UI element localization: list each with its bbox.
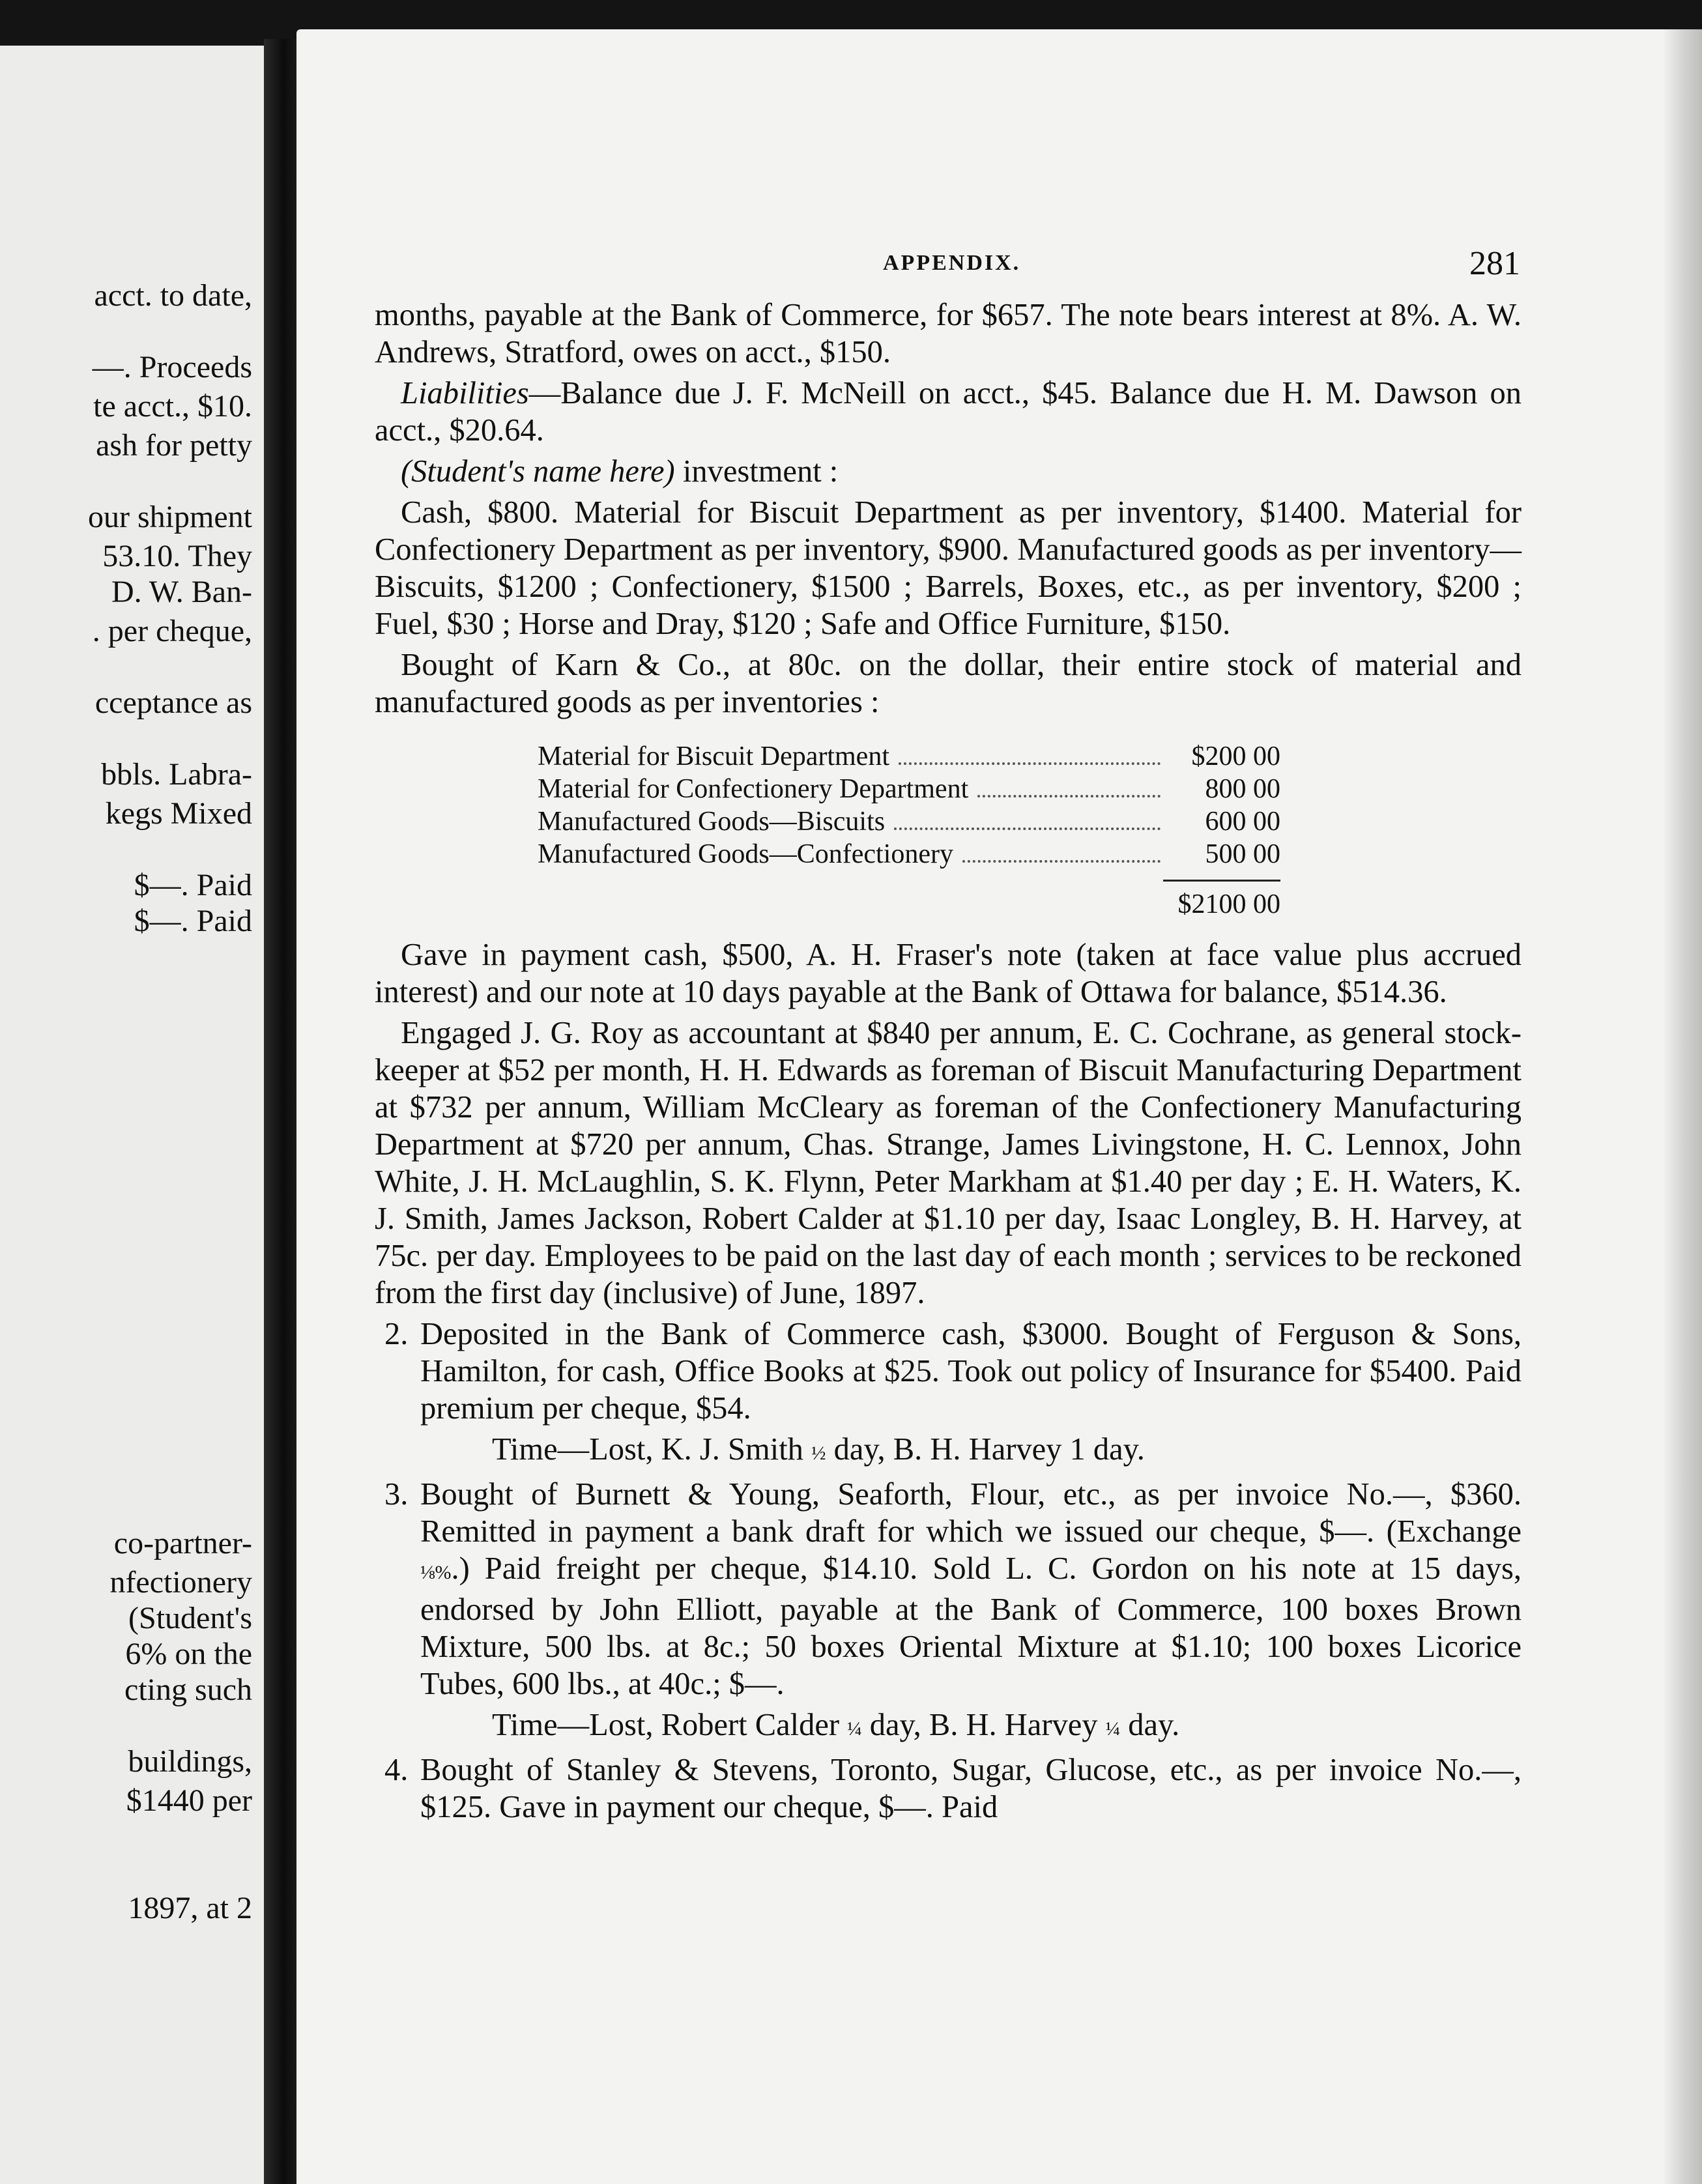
entry-text: Deposited in the Bank of Commerce cash, $3000. Bought of Ferguson & Sons, Hamilton, for cash, Office Books at $25. Took out policy of Insurance for $5400. Paid premium per cheque, $54.	[420, 1317, 1522, 1426]
entry-text: Bought of Burnett & Young, Seaforth, Flour, etc., as per invoice No.—, $360. Remitted in payment a bank draft for which we issued our cheque, $—. (Exchange	[420, 1477, 1522, 1549]
inventory-label: Manufactured Goods—Biscuits	[538, 807, 886, 837]
entry-text: .) Paid freight per cheque, $14.10. Sold L. C. Gordon on his note at 15 days, endorsed by John Elliott, payable at the Bank of Commerce, 100 boxes Brown Mixture, 500 lbs. at 8c.; 50 boxes Oriental Mixture at $1.10; 100 boxes Licorice Tubes, 600 lbs., at 40c.; $—.	[420, 1551, 1522, 1701]
left-page-fragment: nfectionery	[109, 1565, 252, 1600]
page-edge-shadow	[1663, 29, 1702, 2184]
left-page-fragment: $1440 per	[126, 1783, 252, 1818]
entry-number: 4.	[384, 1753, 409, 1787]
inventory-row	[538, 805, 1280, 838]
leader-dots	[899, 762, 1161, 765]
time-lost-text: Time—Lost, K. J. Smith	[492, 1432, 812, 1467]
leader-dots	[894, 827, 1161, 830]
entry-4	[375, 1751, 1522, 1826]
fraction: ¼	[1105, 1718, 1121, 1740]
inventory-total: $2100 00	[1177, 889, 1280, 919]
paragraph-payment: Gave in payment cash, $500, A. H. Fraser's note (taken at face value plus accrued interest) and our note at 10 days payable at the Bank of Ottawa for balance, $514.36.	[375, 938, 1522, 1009]
paragraph-employees: Engaged J. G. Roy as accountant at $840 per annum, E. C. Cochrane, as general stock-keeper at $52 per month, H. H. Edwards as foreman of Biscuit Manufacturing Department at $732 per annum, William McCleary as foreman of the Confectionery Manufacturing Department at $720 per annum, Chas. Strange, James Livingstone, H. C. Lennox, John White, J. H. McLaughlin, S. K. Flynn, Peter Markham at $1.40 per day ; E. H. Waters, K. J. Smith, James Jackson, Robert Calder at $1.10 per day, Isaac Longley, B. H. Harvey, at 75c. per day. Employees to be paid on the last day of each month ; services to be reckoned from the first day (inclusive) of June, 1897.	[375, 1016, 1522, 1310]
left-page-fragment: kegs Mixed	[105, 796, 252, 831]
running-head: APPENDIX.	[883, 251, 1021, 275]
entry-number: 3.	[384, 1477, 409, 1512]
left-page-fragment: bbls. Labra-	[101, 757, 252, 792]
entry-2	[375, 1315, 1522, 1427]
paragraph-liabilities	[375, 375, 1522, 449]
investment-text: investment :	[674, 454, 839, 489]
left-page-fragment: —. Proceeds	[92, 350, 252, 384]
entry-number: 2.	[384, 1317, 409, 1351]
inventory-row	[538, 740, 1280, 773]
left-page-fragment: buildings,	[128, 1744, 252, 1779]
inventory-amount: 500 00	[1205, 839, 1280, 869]
left-page-fragment: $—. Paid	[134, 904, 252, 938]
page-body	[375, 296, 1522, 1830]
inventory-label: Manufactured Goods—Confectionery	[538, 839, 953, 869]
inventory-amount: 600 00	[1205, 807, 1280, 837]
inventory-row	[538, 838, 1280, 870]
paragraph-cash: Cash, $800. Material for Biscuit Department as per inventory, $1400. Material for Confectionery Department as per inventory, $900. Manufactured goods as per inventory—Biscuits, $1200 ; Confectionery, $1500 ; Barrels, Boxes, etc., as per inventory, $200 ; Fuel, $30 ; Horse and Dray, $120 ; Safe and Office Furniture, $150.	[375, 495, 1522, 641]
time-lost-text: day, B. H. Harvey 1 day.	[826, 1432, 1145, 1467]
book-gutter	[264, 39, 296, 2184]
student-name-label: (Student's name here)	[401, 454, 675, 489]
fraction: ¼	[847, 1718, 862, 1740]
left-page-fragment: 53.10. They	[102, 539, 252, 573]
time-lost-2	[375, 1431, 1522, 1472]
time-lost-3	[375, 1706, 1522, 1747]
inventory-label: Material for Biscuit Department	[538, 741, 889, 771]
left-page-fragment: 6% on the	[125, 1637, 252, 1671]
left-page-fragment: D. W. Ban-	[111, 575, 252, 609]
left-page-fragment: 1897, at 2	[128, 1891, 252, 1925]
time-lost-text: day.	[1120, 1708, 1180, 1742]
paragraph-investment	[375, 453, 1522, 490]
time-lost-text: Time—Lost, Robert Calder	[492, 1708, 848, 1742]
left-page-fragment: te acct., $10.	[93, 389, 252, 424]
left-page	[0, 46, 264, 2184]
left-page-fragment: . per cheque,	[92, 614, 252, 648]
page-number: 281	[1469, 245, 1520, 282]
paragraph-karn: Bought of Karn & Co., at 80c. on the dollar, their entire stock of material and manufactured goods as per inventories :	[375, 648, 1522, 719]
left-page-fragment: $—. Paid	[134, 868, 252, 902]
leader-dots	[977, 795, 1161, 797]
left-page-fragment: ash for petty	[96, 428, 252, 463]
liabilities-text: —Balance due J. F. McNeill on acct., $45. Balance due H. M. Dawson on acct., $20.64.	[375, 376, 1522, 448]
entry-3	[375, 1476, 1522, 1703]
left-page-fragment: cting such	[124, 1673, 252, 1707]
total-rule	[1163, 880, 1280, 882]
page-header	[296, 244, 1702, 283]
left-page-fragment: co-partner-	[113, 1526, 252, 1560]
left-page-fragment: our shipment	[88, 500, 252, 534]
inventory-amount: 800 00	[1205, 774, 1280, 804]
entry-text: Bought of Stanley & Stevens, Toronto, Sugar, Glucose, etc., as per invoice No.—, $125. Gave in payment our cheque, $—. Paid	[420, 1753, 1522, 1824]
time-lost-text: day, B. H. Harvey	[861, 1708, 1106, 1742]
fraction: ⅛%	[420, 1562, 452, 1583]
inventory-table	[538, 740, 1280, 921]
left-page-fragment: (Student's	[128, 1601, 252, 1635]
liabilities-label: Liabilities	[401, 376, 529, 410]
inventory-row	[538, 773, 1280, 805]
fraction: ½	[811, 1443, 826, 1464]
left-page-fragment: acct. to date,	[94, 278, 252, 313]
inventory-label: Material for Confectionery Department	[538, 774, 969, 804]
paragraph-notes: months, payable at the Bank of Commerce, for $657. The note bears interest at 8%. A. W. Andrews, Stratford, owes on acct., $150.	[375, 298, 1522, 369]
left-page-fragment: cceptance as	[94, 685, 252, 720]
inventory-amount: $200 00	[1191, 741, 1280, 771]
right-page	[296, 29, 1702, 2184]
leader-dots	[962, 860, 1161, 863]
